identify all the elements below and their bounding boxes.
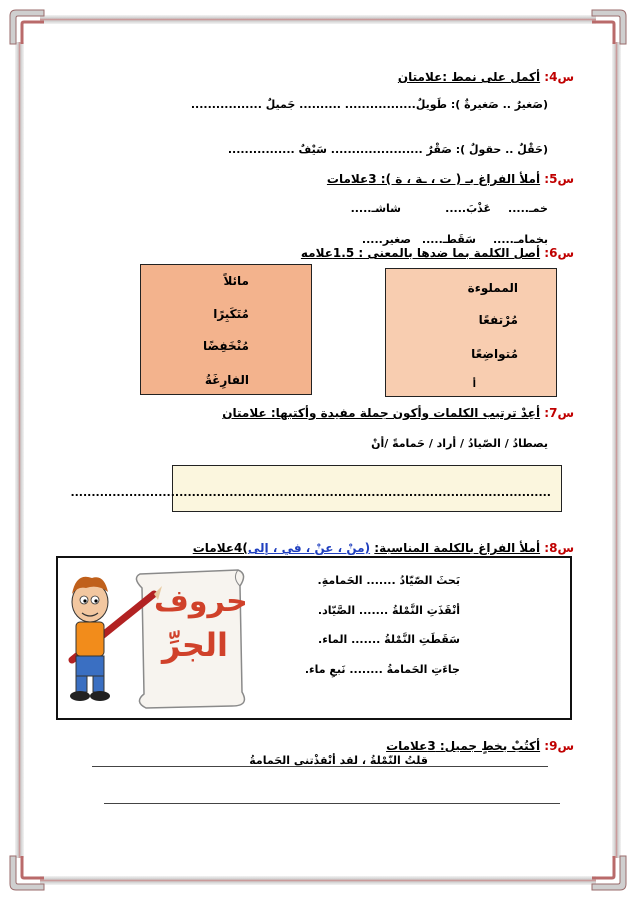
q8-sentence: سَقَطَتِ النَّمْلةُ ....... الماء. — [318, 633, 460, 646]
q9-sentence-to-copy: قلتُ النّمْلةُ ، لقد أنْقذْتني الحَمامةُ — [249, 754, 428, 767]
q8-sentence: بَحثَ الصّيّادُ ....... الحَمامةِ. — [317, 574, 460, 587]
q6-word: مُرْتفعًا — [478, 313, 518, 327]
q4-label: س4: — [544, 70, 574, 84]
frame-right-border — [612, 42, 621, 858]
frame-left-border — [15, 42, 24, 858]
q8-label: س8: — [544, 541, 574, 555]
q4-line-1: (صَغيرٌ .. صَغيرةٌ ): طَويلٌ................. .......... جَميلٌ ................. — [190, 98, 548, 111]
q6-word: مائلاً — [223, 274, 249, 288]
q4-instruction: أكمل على نمط :علامتان — [397, 70, 541, 84]
q7-label: س7: — [544, 406, 574, 420]
q8-instruction: أملأ الفراغ بالكلمة المناسبة: — [374, 541, 541, 555]
q9-instruction: أكتُبْ بخطٍ جميل: 3علامات — [386, 739, 541, 753]
q8-options: (منْ ، عنْ ، في ، إلى — [247, 541, 371, 555]
q5-item: صغير..... — [361, 233, 411, 246]
q7-scrambled-words: يصطادُ / الصّيادُ / أراد / حَمامةً /أنْ — [371, 437, 548, 450]
q6-label: س6: — [544, 246, 574, 260]
q8-sentence: جاءَتِ الحَمامةُ ........ نَبعِ ماء. — [304, 663, 460, 676]
q6-words-box-right — [385, 268, 557, 397]
q4-line-2: (حَقْلٌ .. حقولٌ ): صَقْرٌ ...................... سَيْفٌ ................ — [227, 143, 548, 156]
frame-corner-ornament — [6, 6, 48, 48]
q6-word: أ — [472, 379, 476, 390]
frame-corner-ornament — [6, 852, 48, 894]
illustration-title-line-1: حروف — [154, 584, 248, 619]
q5-instruction: أملأ الفراغ بـ ( ت ، ـة ، ة ): 3علامات — [326, 172, 541, 186]
q6-words-box-left — [140, 264, 312, 395]
frame-corner-ornament — [588, 852, 630, 894]
q7-answer-line: ................................................................................................................... — [70, 486, 551, 499]
q5-item: شاشـ..... — [350, 202, 401, 215]
q5-heading — [327, 172, 574, 186]
q5-item: عَذْبَ..... — [445, 202, 491, 215]
frame-top-border — [40, 15, 596, 24]
illustration-title-line-2: الجرِّ — [162, 626, 228, 664]
q8-marks: )4علامات — [192, 541, 248, 555]
q6-word: المملوءة — [467, 281, 518, 295]
q9-writing-line[interactable] — [92, 766, 548, 767]
q5-item: سَقَطـ..... — [421, 233, 476, 246]
q8-sentence: أنْقَذَتِ النَّمْلةُ ....... الصَّيّاد. — [317, 604, 460, 617]
q8-exercise-box — [56, 556, 572, 720]
q9-writing-line[interactable] — [104, 803, 560, 804]
q6-instruction: أصل الكلمة بما ضدها بالمعنى : 1.5علامه — [300, 246, 541, 260]
q7-instruction: أعِدْ ترتيب الكلمات وأكون جملة مفيدة وأكتبها: علامتان — [222, 406, 541, 420]
q6-word: الفارِغَةُ — [204, 373, 249, 387]
q4-heading — [398, 70, 574, 84]
q6-word: مُتواضِعًا — [471, 347, 518, 361]
q5-label: س5: — [544, 172, 574, 186]
frame-corner-ornament — [588, 6, 630, 48]
q9-label: س9: — [544, 739, 574, 753]
q5-item: بخمامـ..... — [492, 233, 548, 246]
q8-heading — [193, 541, 574, 555]
frame-bottom-border — [40, 876, 596, 885]
q9-heading — [386, 739, 574, 753]
q5-item: خمـ..... — [508, 202, 548, 215]
q6-word: مُتَكَبِرًا — [213, 307, 249, 321]
q6-word: مُنْخَفِضًا — [203, 339, 249, 353]
q7-heading — [222, 406, 574, 420]
q7-answer-box[interactable] — [70, 465, 562, 512]
q6-heading — [301, 246, 574, 260]
